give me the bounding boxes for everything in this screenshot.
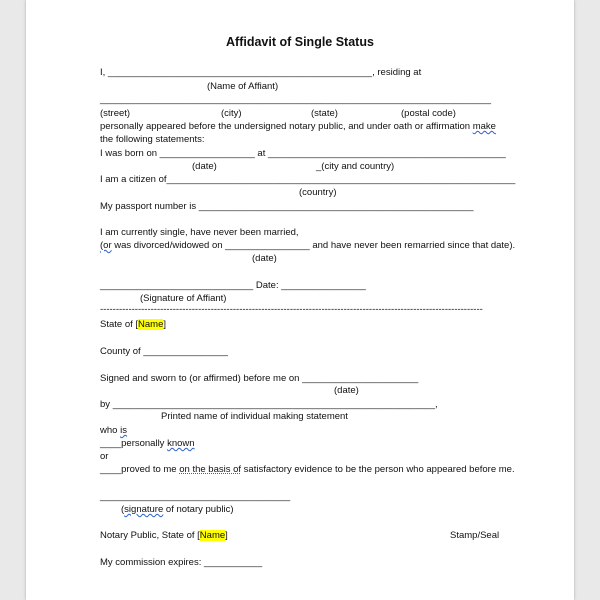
birth-place-blank[interactable]: _____________________________________________	[267, 148, 506, 159]
text-fragment: is	[120, 425, 127, 436]
document-page	[26, 0, 574, 600]
affiant-name-label: (Name of Affiant)	[207, 81, 279, 92]
appeared-statement	[100, 121, 496, 133]
text-fragment: was divorced/widowed on	[111, 240, 226, 251]
notary-signature-label	[121, 504, 234, 516]
text-fragment: make	[472, 121, 496, 132]
affiant-signature-blank[interactable]: _____________________________	[100, 280, 254, 291]
text-fragment: My passport number is	[100, 201, 199, 212]
divorce-date-blank[interactable]: ________________	[225, 240, 310, 251]
text-fragment: ]	[225, 530, 228, 541]
affiant-name-blank[interactable]: __________________________________________________	[107, 67, 373, 78]
citizenship-blank[interactable]: __________________________________________________________________	[166, 174, 516, 185]
passport-line	[100, 201, 473, 213]
text-fragment: satisfactory evidence to be the person who appeared before me.	[241, 464, 515, 475]
stamp-seal-label: Stamp/Seal	[450, 530, 500, 541]
affiant-signature-line	[100, 280, 366, 292]
text-fragment: known	[167, 438, 195, 449]
postal-code-label: (postal code)	[401, 108, 456, 119]
commission-line	[100, 557, 262, 569]
sworn-line	[100, 373, 418, 385]
sworn-date-blank[interactable]: ______________________	[302, 373, 419, 384]
street-label: (street)	[100, 108, 131, 119]
county-blank[interactable]: ________________	[143, 346, 228, 357]
text-fragment: personally appeared before the undersigned notary public, and under oath or affirmation	[100, 121, 473, 132]
separator-dashes: -------------------------------------------------------------------------------------------------------------------------	[100, 304, 483, 315]
state-of-line	[100, 319, 166, 331]
text-fragment: ,	[434, 399, 438, 410]
text-fragment: and have never been remarried since that date).	[309, 240, 516, 251]
text-fragment: (	[121, 504, 125, 515]
text-fragment: Notary Public, State of [	[100, 530, 200, 541]
birth-date-blank[interactable]: __________________	[159, 148, 255, 159]
passport-number-blank[interactable]: ____________________________________________________	[198, 201, 474, 212]
text-fragment: ]	[163, 319, 167, 330]
single-statement: I am currently single, have never been married,	[100, 227, 299, 238]
text-fragment: signature	[124, 504, 164, 515]
personally-known-checkline[interactable]: ____personally	[100, 438, 168, 449]
text-fragment: by	[100, 399, 113, 410]
document-title: Affidavit of Single Status	[226, 35, 374, 49]
county-line	[100, 346, 228, 358]
text-fragment: at	[257, 148, 268, 159]
city-label: (city)	[221, 108, 242, 119]
notary-state-name-placeholder[interactable]: Name	[199, 530, 226, 541]
affiant-signature-label: (Signature of Affiant)	[140, 293, 227, 304]
text-fragment: on the basis of	[179, 464, 242, 475]
printed-name-blank[interactable]: _____________________________________________________________	[112, 399, 435, 410]
appeared-statement-cont: the following statements:	[100, 134, 205, 145]
address-blank[interactable]: __________________________________________________________________________	[100, 94, 491, 105]
signature-date-blank[interactable]: ________________	[281, 280, 366, 291]
notary-signature-blank[interactable]: ____________________________________	[100, 491, 291, 502]
sworn-date-label: (date)	[334, 385, 359, 396]
printed-name-label: Printed name of individual making statement	[161, 411, 348, 422]
who-is-line	[100, 425, 127, 437]
text-fragment: I was born on	[100, 148, 160, 159]
commission-date-blank[interactable]: ___________	[204, 557, 263, 568]
country-label: (country)	[299, 187, 337, 198]
text-fragment: County of	[100, 346, 144, 357]
text-fragment: My commission expires:	[100, 557, 204, 568]
divorce-date-label: (date)	[252, 253, 277, 264]
text-fragment: State of [	[100, 319, 139, 330]
divorced-line	[100, 240, 515, 252]
by-line	[100, 399, 438, 411]
personally-known-option	[100, 438, 195, 450]
citizen-line	[100, 174, 515, 186]
text-fragment: I am a citizen of	[100, 174, 167, 185]
proved-option	[100, 464, 515, 476]
text-fragment: who	[100, 425, 121, 436]
proved-checkline[interactable]: ____proved to me	[100, 464, 180, 475]
text-fragment: (or	[100, 240, 112, 251]
text-fragment: Date:	[253, 280, 282, 291]
text-fragment: I,	[100, 67, 108, 78]
birth-place-label: _(city and country)	[316, 161, 395, 172]
or-text: or	[100, 451, 109, 462]
state-name-placeholder[interactable]: Name	[138, 319, 164, 330]
text-fragment: of notary public)	[163, 504, 234, 515]
affiant-name-line	[100, 67, 421, 79]
notary-state-line	[100, 530, 228, 542]
text-fragment: , residing at	[372, 67, 422, 78]
text-fragment: Signed and sworn to (or affirmed) before me on	[100, 373, 303, 384]
born-line	[100, 148, 506, 160]
birth-date-label: (date)	[192, 161, 217, 172]
state-label: (state)	[311, 108, 338, 119]
